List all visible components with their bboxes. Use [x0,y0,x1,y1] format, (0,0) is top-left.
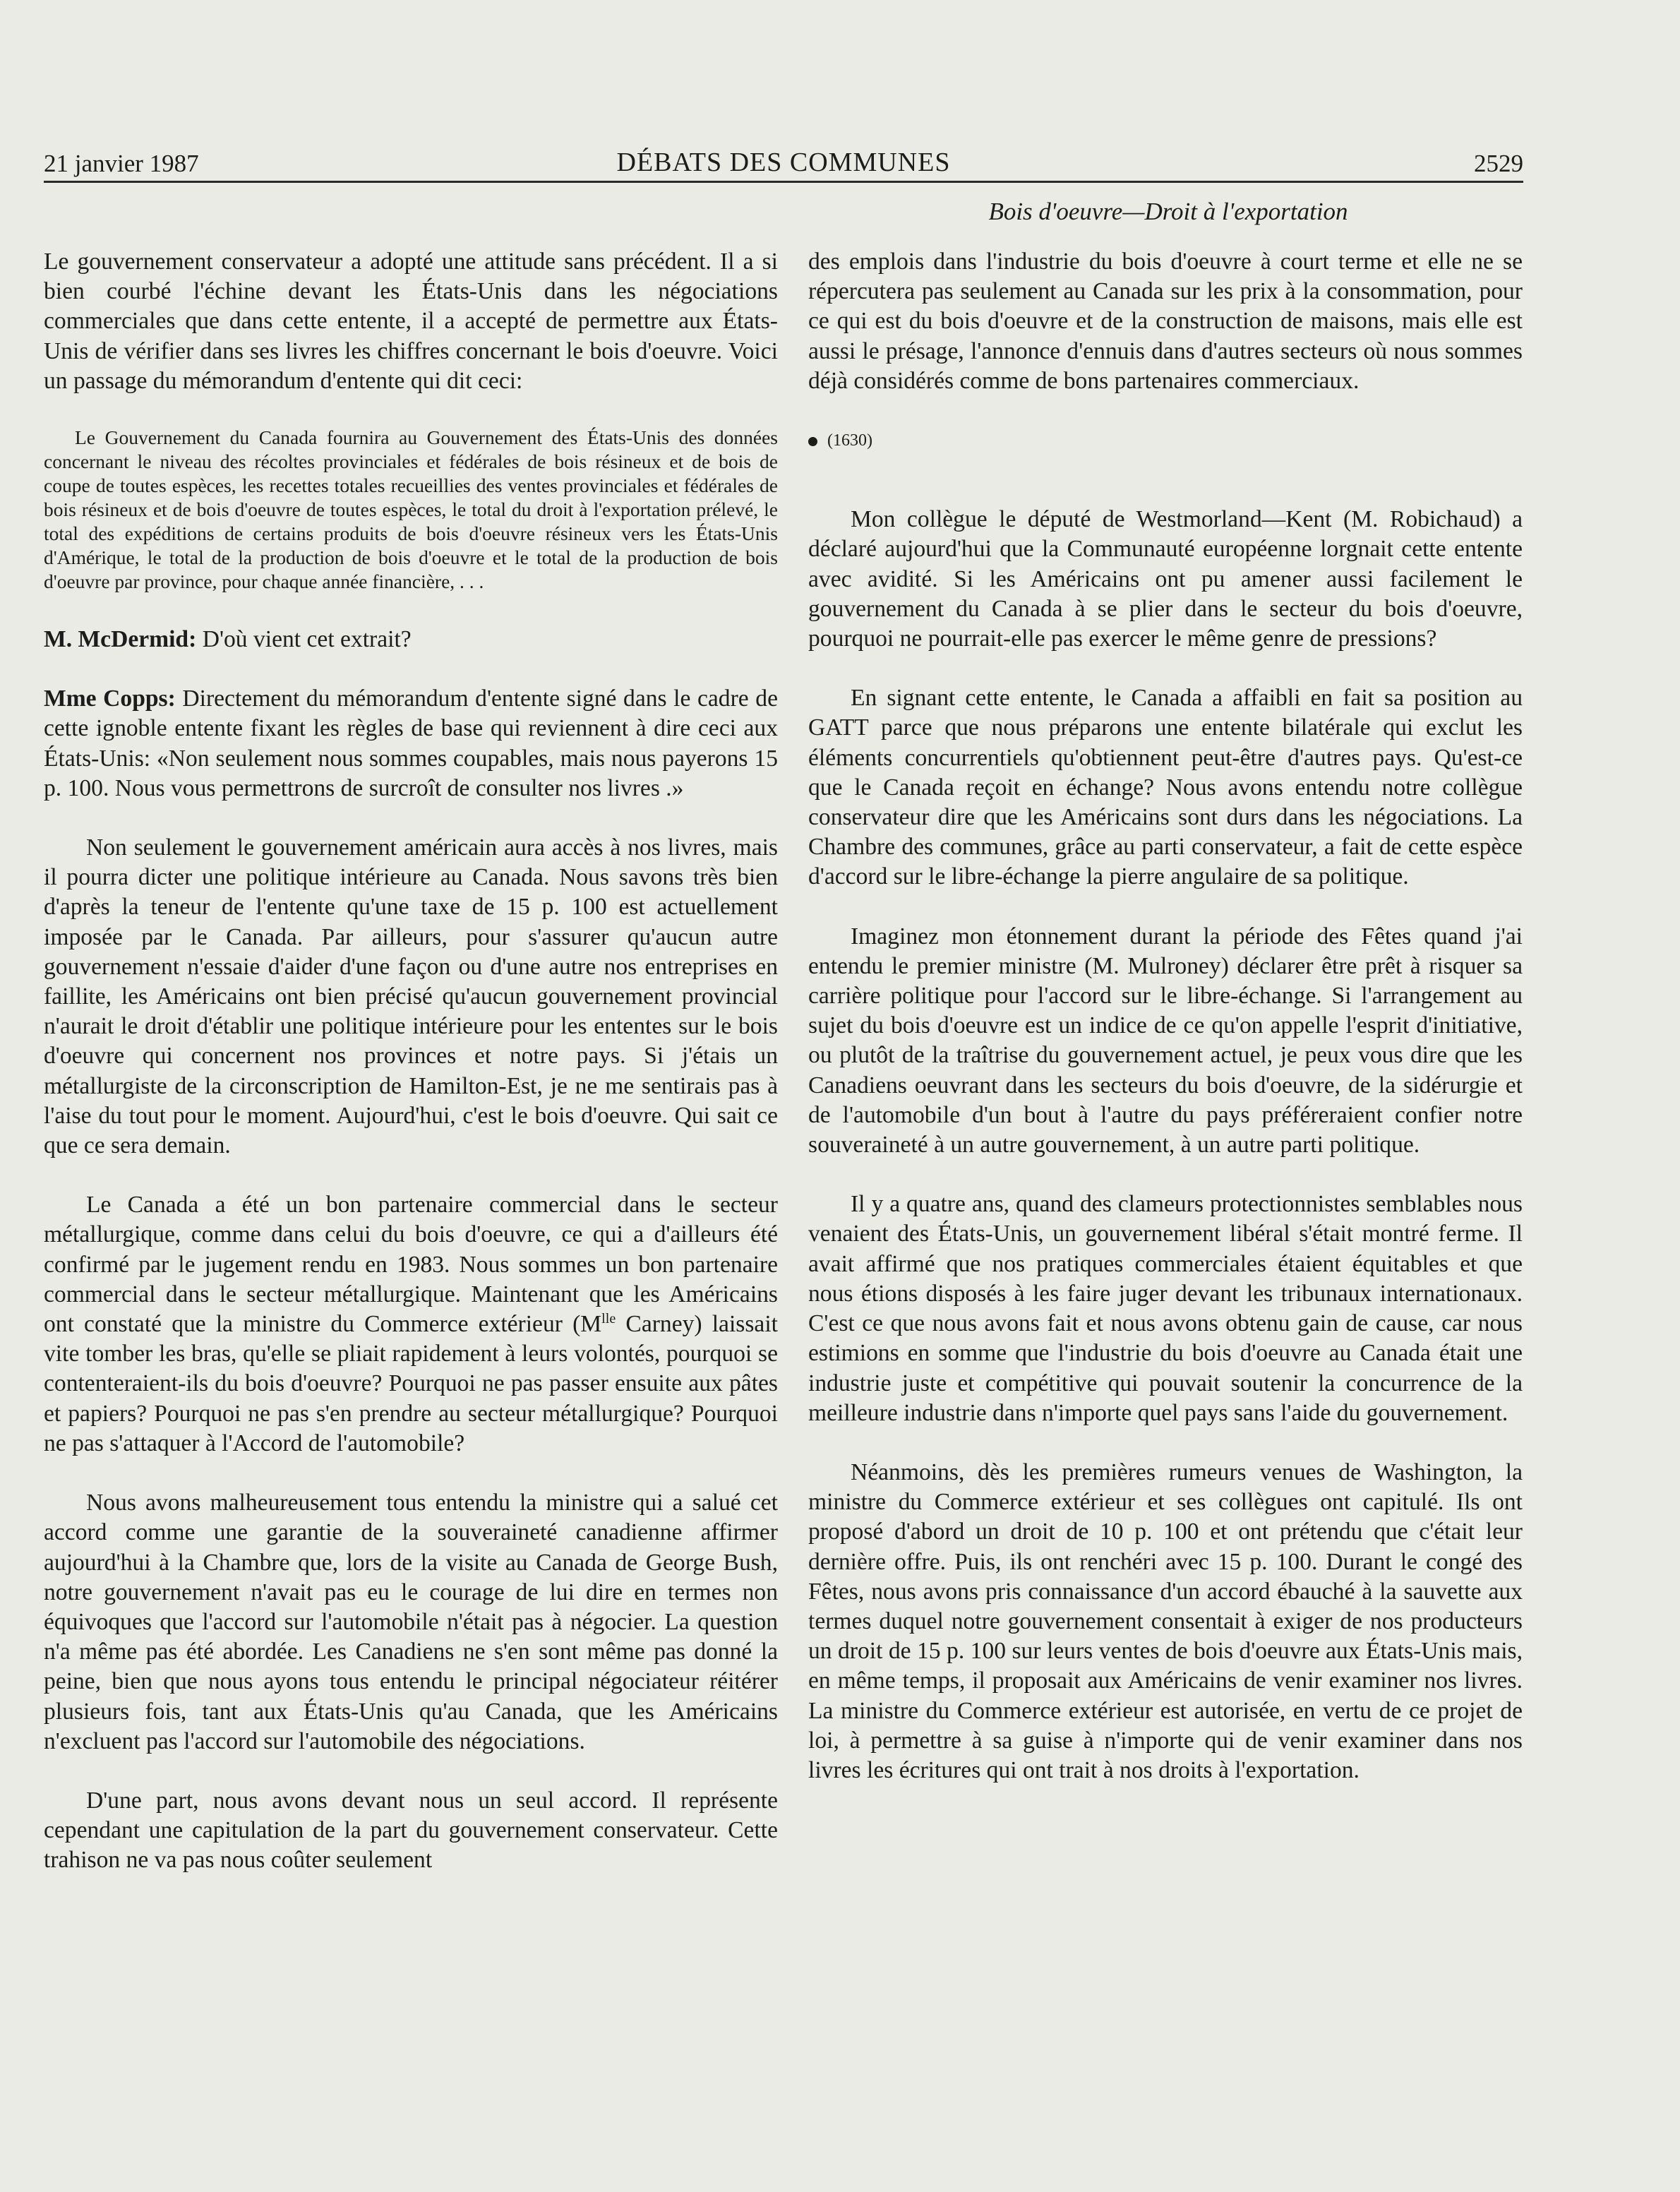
header-publication: DÉBATS DES COMMUNES [616,148,951,177]
time-marker-text: (1630) [827,431,872,450]
left-paragraph-5: D'une part, nous avons devant nous un seul accord. Il représente cependant une capitulation de la part du gouvernement conservateur. Cette trahison ne va pas nous coûter seulement [44,1787,778,1874]
paragraph-text: Carney) laissait vite tomber les bras, qu'elle se pliait rapidement à leurs volontés, pourquoi se contenteraient-ils du bois d'oeuvre? Pourquoi ne pas passer ensuite aux pâtes et papiers? Pourquoi ne pas s'en prendre au secteur métallurgique? Pourquoi ne pas s'attaquer à l'Accord de l'automobile? [44,1311,778,1456]
speech-copps [44,684,778,803]
speech-mcdermid [44,625,778,654]
right-paragraph-4: Imaginez mon étonnement durant la période des Fêtes quand j'ai entendu le premier ministre (M. Mulroney) déclarer être prêt à risquer sa carrière politique pour l'accord sur le libre-échange. Si l'arrangement au sujet du bois d'oeuvre est un indice de ce qu'on appelle l'esprit d'initiative, ou plutôt de la traîtrise du gouvernement actuel, je peux vous dire que les Canadiens oeuvrant dans les secteurs du bois d'oeuvre, de la sidérurgie et de l'automobile d'un bout à l'autre du pays préféreraient confier notre souveraineté à un autre gouvernement, à un autre parti politique. [808,923,1523,1158]
left-paragraph-3 [44,1190,778,1459]
header-date: 21 janvier 1987 [44,150,199,177]
time-marker [808,426,1523,455]
left-paragraph-4: Nous avons malheureusement tous entendu la ministre qui a salué cet accord comme une garantie de la souveraineté canadienne affirmer aujourd'hui à la Chambre que, lors de la visite au Canada de George Bush, notre gouvernement n'avait pas eu le courage de lui dire en termes non équivoques que l'accord sur l'automobile n'était pas à négocier. La question n'a même pas été abordée. Les Canadiens ne s'en sont même pas donné la peine, bien que nous ayons tous entendu le principal négociateur réitérer plusieurs fois, tant aux États-Unis qu'au Canada, que les Américains n'excluent pas l'accord sur l'automobile des négociations. [44,1490,778,1754]
right-paragraph-6: Néanmoins, dès les premières rumeurs venues de Washington, la ministre du Commerce extérieur et ses collègues ont capitulé. Ils ont proposé d'abord un droit de 10 p. 100 et ont prétendu que c'était leur dernière offre. Puis, ils ont renchéri avec 15 p. 100. Durant le congé des Fêtes, nous avons pris connaissance d'un accord ébauché à la sauvette aux termes duquel notre gouvernement consentait à exiger de nos producteurs un droit de 15 p. 100 sur leurs ventes de bois d'oeuvre aux États-Unis mais, en même temps, il proposait aux Américains de venir examiner nos livres. La ministre du Commerce extérieur est autorisée, en vertu de ce projet de loi, à permettre à sa guise à n'importe qui de venir examiner dans nos livres les écritures qui ont trait à nos droits à l'exportation. [808,1459,1523,1783]
speech-text: Directement du mémorandum d'entente signé dans le cadre de cette ignoble entente fixant les règles de base qui reviennent à dire ceci aux États-Unis: «Non seulement nous sommes coupables, mais nous payerons 15 p. 100. Nous vous permettrons de surcroît de consulter nos livres .» [44,685,778,801]
left-paragraph-1: Le gouvernement conservateur a adopté une attitude sans précédent. Il a si bien courbé l'échine devant les États-Unis dans les négociations commerciales que dans cette entente, il a accepté de permettre aux États-Unis de vérifier dans ses livres les chiffres concernant le bois d'oeuvre. Voici un passage du mémorandum d'entente qui dit ceci: [44,248,778,394]
right-paragraph-5: Il y a quatre ans, quand des clameurs protectionnistes semblables nous venaient des États-Unis, un gouvernement libéral s'était montré ferme. Il avait affirmé que nos pratiques commerciales étaient équitables et que nous étions disposés à les faire juger devant les tribunaux internationaux. C'est ce que nous avons fait et nous avons obtenu gain de cause, car nous estimions en somme que l'industrie du bois d'oeuvre au Canada était une industrie juste et compétitive qui pouvait soutenir la concurrence de la meilleure industrie dans n'importe quel pays sans l'aide du gouvernement. [808,1191,1523,1426]
left-paragraph-2: Non seulement le gouvernement américain aura accès à nos livres, mais il pourra dicter une politique intérieure au Canada. Nous savons très bien d'après la teneur de l'entente qu'une taxe de 15 p. 100 est actuellement imposée par le Canada. Par ailleurs, pour s'assurer qu'aucun autre gouvernement n'essaie d'aider d'une façon ou d'une autre nos entreprises en faillite, les Américains ont bien précisé qu'aucun gouvernement provincial n'aurait le droit d'établir une politique intérieure pour les ententes sur le bois d'oeuvre qui concernent nos provinces et notre pays. Si j'étais un métallurgiste de la circonscription de Hamilton-Est, je ne me sentirais pas à l'aise du tout pour le moment. Aujourd'hui, c'est le bois d'oeuvre. Qui sait ce que ce sera demain. [44,834,778,1159]
right-paragraph-1: des emplois dans l'industrie du bois d'oeuvre à court terme et elle ne se répercutera pas seulement au Canada sur les prix à la consommation, pour ce qui est du bois d'oeuvre et de la construction de maisons, mais elle est aussi le présage, l'annonce d'ennuis dans d'autres secteurs où nous sommes déjà considérés comme de bons partenaires commerciaux. [808,248,1523,394]
speaker-name: M. McDermid: [44,626,197,653]
bullet-icon [808,437,817,446]
paragraph-text: Le Canada a été un bon partenaire commercial dans le secteur métallurgique, comme dans celui du bois d'oeuvre, ce qui a d'ailleurs été confirmé par le jugement rendu en 1983. Nous sommes un bon partenaire commercial dans le secteur métallurgique. Maintenant que les Américains ont constaté que la ministre du Commerce extérieur (M [44,1192,778,1338]
right-column [808,247,1523,1815]
speech-text: D'où vient cet extrait? [202,626,412,653]
speaker-name: Mme Copps: [44,685,176,712]
left-column [44,247,778,1905]
running-head: Bois d'oeuvre—Droit à l'exportation [988,198,1348,225]
right-paragraph-3: En signant cette entente, le Canada a affaibli en fait sa position au GATT parce que nous préparons une entente bilatérale qui exclut les éléments concurrentiels qu'obtiennent peut-être d'autres pays. Qu'est-ce que le Canada reçoit en échange? Nous avons entendu notre collègue conservateur dire que les Américains sont durs dans les négociations. La Chambre des communes, grâce au parti conservateur, a fait de cette espèce d'accord sur le libre-échange la pierre angulaire de sa politique. [808,685,1523,890]
quoted-memorandum: Le Gouvernement du Canada fournira au Gouvernement des États-Unis des données concernant le niveau des récoltes provinciales et fédérales de bois résineux et de bois de coupe de toutes espèces, les recettes totales recueillies des ventes provinciales et fédérales de bois résineux et de bois d'oeuvre de toutes espèces, le total du droit à l'exportation prélevé, le total des expéditions de certains produits de bois d'oeuvre résineux vers les États-Unis d'Amérique, le total de la production de bois d'oeuvre et le total de la production de bois d'oeuvre par province, pour chaque année financière, . . . [44,426,778,593]
right-paragraph-2: Mon collègue le député de Westmorland—Kent (M. Robichaud) a déclaré aujourd'hui que la Communauté européenne lorgnait cette entente avec avidité. Si les Américains ont pu amener aussi facilement le gouvernement du Canada à se plier dans le secteur du bois d'oeuvre, pourquoi ne pourrait-elle pas exercer le même genre de pressions? [808,506,1523,652]
superscript: lle [601,1310,616,1326]
page-header [44,144,1523,183]
header-page-number: 2529 [1474,150,1523,177]
